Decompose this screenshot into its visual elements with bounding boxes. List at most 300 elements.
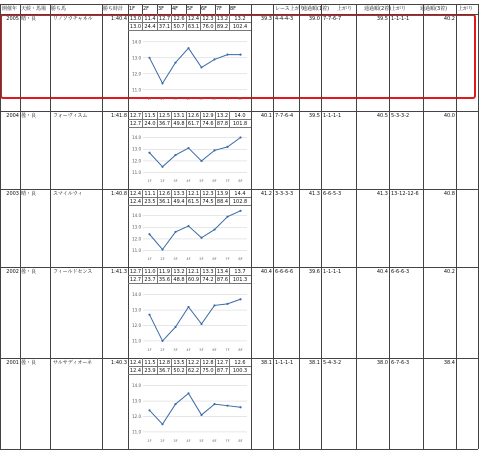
cumulative-time: 50.7 [173, 24, 185, 30]
lap-time: 12.7 [158, 16, 171, 22]
passing-order-3rd: 6-7-6-3 [391, 360, 410, 366]
y-tick-label: 11.0 [132, 429, 141, 435]
header-col-line [20, 4, 21, 14]
last-3f-1st: 39.0 [308, 16, 320, 22]
lap-time: 13.2 [216, 113, 229, 119]
x-tick-label: 2F [160, 439, 165, 443]
y-tick-label: 13.0 [132, 55, 141, 61]
cumulative-time: 76.0 [202, 24, 214, 30]
lap-point [200, 414, 202, 416]
row-col-line [299, 189, 300, 267]
x-tick-label: 1F [147, 439, 152, 443]
x-tick-label: 5F [199, 348, 204, 352]
lap-row-line [128, 366, 251, 367]
last-3f-3rd: 40.0 [443, 113, 455, 119]
lap-time: 13.7 [234, 269, 246, 275]
row-col-line [356, 267, 357, 358]
x-tick-label: 5F [199, 257, 204, 261]
cumulative-time: 12.4 [129, 368, 142, 374]
passing-order-2nd: 6-6-5-3 [323, 191, 342, 197]
passing-order-2nd: 5-4-3-2 [323, 360, 342, 366]
lap-point [226, 54, 228, 56]
lap-point [148, 57, 150, 59]
header-col-line [200, 4, 201, 14]
row-col-line [299, 111, 300, 189]
last-3f-2nd: 39.5 [376, 16, 388, 22]
passing-order-1st: 7-7-6-4 [275, 113, 294, 119]
passing-order-1st: 4-4-4-3 [275, 16, 294, 22]
y-tick-label: 12.0 [132, 236, 141, 242]
lap-col-line [215, 267, 216, 283]
cumulative-time: 24.4 [144, 24, 156, 30]
row-col-line [251, 14, 252, 111]
race-last-3f: 38.1 [260, 360, 272, 366]
row-col-line [321, 14, 322, 111]
lap-time: 13.0 [129, 16, 142, 22]
row-col-line [456, 267, 457, 358]
lap-point [161, 423, 163, 425]
lap-row-line [128, 197, 251, 198]
row-col-line [0, 111, 1, 189]
lap-point [187, 306, 189, 308]
last-3f-3rd: 40.8 [443, 191, 455, 197]
lap-time: 13.2 [216, 16, 229, 22]
lap-row-line [128, 22, 251, 23]
lap-col-line [186, 189, 187, 205]
row-divider [0, 189, 478, 190]
lap-point [226, 405, 228, 407]
row-col-line [456, 14, 457, 111]
x-tick-label: 3F [173, 348, 178, 352]
passing-order-1st: 1-1-1-1 [275, 360, 294, 366]
lap-point [200, 66, 202, 68]
row-col-line [50, 14, 51, 111]
cumulative-time: 74.6 [202, 121, 214, 127]
header-cell: 勝ち馬 [51, 6, 67, 12]
last-3f-2nd: 40.4 [376, 269, 388, 275]
lap-chart [129, 286, 251, 354]
row-col-line [273, 189, 274, 267]
lap-time: 12.3 [202, 16, 214, 22]
cumulative-time: 24.0 [144, 121, 156, 127]
row-col-line [321, 267, 322, 358]
year-cell: 2005 [6, 16, 19, 22]
row-col-line [423, 111, 424, 189]
condition-cell: 晴・良 [21, 191, 37, 197]
x-tick-label: 5F [199, 439, 204, 443]
row-col-line [273, 358, 274, 449]
cumulative-time: 61.7 [187, 121, 200, 127]
lap-time: 11.9 [158, 269, 171, 275]
row-col-line [50, 358, 51, 449]
cumulative-time: 87.6 [216, 277, 229, 283]
row-col-line [356, 14, 357, 111]
last-3f-2nd: 38.0 [376, 360, 388, 366]
header-cell: レース上がり [275, 6, 305, 12]
row-col-line [273, 267, 274, 358]
lap-point [161, 166, 163, 168]
row-col-line [389, 267, 390, 358]
cumulative-time: 49.8 [173, 121, 185, 127]
lap-point [239, 54, 241, 56]
cumulative-time: 23.5 [144, 199, 156, 205]
year-cell: 2001 [6, 360, 19, 366]
x-tick-label: 8F [238, 179, 243, 183]
lap-col-line [200, 111, 201, 127]
row-col-line [478, 111, 479, 189]
cumulative-time: 50.2 [173, 368, 185, 374]
frame-top [0, 4, 478, 5]
lap-point [226, 146, 228, 148]
lap-point [174, 326, 176, 328]
lap-col-line [142, 14, 143, 30]
passing-order-3rd: 1-1-1-1 [391, 16, 410, 22]
cumulative-time: 74.2 [202, 277, 214, 283]
row-col-line [50, 189, 51, 267]
row-divider [0, 449, 478, 450]
condition-cell: 晴・良 [21, 16, 37, 22]
cumulative-time: 100.3 [232, 368, 248, 374]
row-col-line [389, 189, 390, 267]
time-cell: 1:40.8 [111, 191, 127, 197]
lap-point [200, 237, 202, 239]
header-col-line [215, 4, 216, 14]
x-tick-label: 1F [147, 179, 152, 183]
lap-col-line [142, 267, 143, 283]
row-col-line [456, 111, 457, 189]
y-tick-label: 13.0 [132, 146, 141, 152]
last-3f-3rd: 40.2 [443, 16, 455, 22]
header-col-line [478, 4, 479, 14]
lap-col-line [186, 358, 187, 374]
lap-point [200, 160, 202, 162]
x-tick-label: 8F [238, 348, 243, 352]
header-cell: 上がり [337, 6, 353, 12]
lap-point [174, 403, 176, 405]
passing-order-2nd: 1-1-1-1 [323, 269, 342, 275]
lap-series-line [150, 393, 241, 424]
lap-time: 12.8 [158, 360, 171, 366]
lap-point [161, 340, 163, 342]
lap-col-line [171, 358, 172, 374]
x-tick-label: 4F [186, 179, 191, 183]
row-col-line [321, 189, 322, 267]
x-tick-label: 1F [147, 348, 152, 352]
lap-time: 12.6 [173, 16, 185, 22]
header-cell: 通過順(3着) [420, 6, 448, 12]
x-tick-label: 8F [238, 257, 243, 261]
row-col-line [299, 14, 300, 111]
y-tick-label: 12.0 [132, 413, 141, 419]
lap-time: 14.4 [234, 191, 246, 197]
lap-time: 12.9 [202, 113, 214, 119]
lap-point [187, 392, 189, 394]
x-tick-label: 3F [173, 439, 178, 443]
row-col-line [478, 358, 479, 449]
x-tick-label: 2F [160, 257, 165, 261]
header-col-line [186, 4, 187, 14]
lap-col-line [186, 14, 187, 30]
row-col-line [273, 14, 274, 111]
row-col-line [20, 111, 21, 189]
x-tick-label: 3F [173, 257, 178, 261]
row-col-line [50, 267, 51, 358]
lap-time: 12.6 [234, 360, 246, 366]
lap-series-line [150, 299, 241, 341]
lap-row-line [128, 119, 251, 120]
x-tick-label: 1F [147, 257, 152, 261]
time-cell: 1:40.3 [111, 360, 127, 366]
row-col-line [456, 189, 457, 267]
year-cell: 2003 [6, 191, 19, 197]
row-col-line [20, 358, 21, 449]
lap-col-line [171, 111, 172, 127]
cumulative-time: 60.9 [187, 277, 200, 283]
x-tick-label: 4F [186, 348, 191, 352]
condition-cell: 曇・良 [21, 269, 37, 275]
cumulative-time: 89.2 [216, 24, 229, 30]
lap-point [161, 82, 163, 84]
row-col-line [389, 111, 390, 189]
lap-time: 12.4 [129, 191, 142, 197]
cumulative-time: 12.7 [129, 277, 142, 283]
header-cell: 開催年 [2, 6, 18, 12]
lap-col-line [200, 358, 201, 374]
lap-col-line [215, 111, 216, 127]
winner-cell: フィールドセンス [53, 269, 93, 275]
passing-order-2nd: 7-7-6-7 [323, 16, 342, 22]
row-col-line [299, 267, 300, 358]
lap-time: 11.0 [144, 269, 156, 275]
row-divider [0, 358, 478, 359]
header-cell: 通過順(2着) [364, 6, 392, 12]
row-col-line [478, 189, 479, 267]
header-divider [0, 14, 478, 15]
lap-time: 14.0 [234, 113, 246, 119]
lap-time: 12.2 [187, 360, 200, 366]
lap-time: 13.3 [202, 269, 214, 275]
last-3f-1st: 38.1 [308, 360, 320, 366]
row-divider [0, 267, 478, 268]
condition-cell: 曇・良 [21, 113, 37, 119]
header-col-line [229, 4, 230, 14]
last-3f-2nd: 40.5 [376, 113, 388, 119]
last-3f-3rd: 38.4 [443, 360, 455, 366]
winner-cell: フォーヴィスム [53, 113, 88, 119]
passing-order-1st: 3-3-3-3 [275, 191, 294, 197]
lap-col-line [157, 111, 158, 127]
cumulative-time: 87.7 [216, 368, 229, 374]
cumulative-time: 87.8 [216, 121, 229, 127]
row-col-line [389, 358, 390, 449]
lap-point [174, 154, 176, 156]
x-tick-label: 2F [160, 97, 165, 101]
lap-col-line [229, 111, 230, 127]
lap-time: 12.6 [187, 113, 200, 119]
y-tick-label: 11.0 [132, 338, 141, 344]
lap-point [174, 231, 176, 233]
row-col-line [102, 358, 103, 449]
y-tick-label: 14.0 [132, 135, 141, 141]
race-last-3f: 41.2 [260, 191, 272, 197]
lap-time: 13.1 [173, 113, 185, 119]
y-tick-label: 12.0 [132, 158, 141, 164]
row-col-line [356, 358, 357, 449]
lap-time: 12.7 [129, 269, 142, 275]
lap-time: 12.7 [216, 360, 229, 366]
x-tick-label: 3F [173, 179, 178, 183]
cumulative-time: 36.7 [158, 121, 171, 127]
row-col-line [20, 267, 21, 358]
row-col-line [273, 111, 274, 189]
row-col-line [251, 358, 252, 449]
header-cell: 勝ち時計 [103, 6, 124, 12]
lap-time: 11.5 [144, 113, 156, 119]
header-col-line [273, 4, 274, 14]
x-tick-label: 4F [186, 257, 191, 261]
cumulative-time: 75.0 [202, 368, 214, 374]
lap-point [213, 403, 215, 405]
lap-series-line [150, 138, 241, 167]
last-3f-3rd: 40.2 [443, 269, 455, 275]
x-tick-label: 6F [212, 257, 217, 261]
lap-col-line [200, 267, 201, 283]
header-cell: 天候・馬場 [21, 6, 47, 12]
x-tick-label: 8F [238, 97, 243, 101]
x-tick-label: 2F [160, 348, 165, 352]
cum-row-line [128, 205, 251, 206]
x-tick-label: 6F [212, 97, 217, 101]
lap-col-line [200, 189, 201, 205]
header-col-line [142, 4, 143, 14]
cumulative-time: 101.8 [232, 121, 248, 127]
row-col-line [102, 111, 103, 189]
cumulative-time: 13.0 [129, 24, 142, 30]
row-col-line [423, 358, 424, 449]
y-tick-label: 11.0 [132, 87, 141, 93]
header-col-line [423, 4, 424, 14]
lap-col-line [186, 267, 187, 283]
cumulative-time: 48.8 [173, 277, 185, 283]
row-col-line [102, 189, 103, 267]
row-col-line [423, 14, 424, 111]
lap-col-line [171, 267, 172, 283]
lap-chart [129, 33, 251, 103]
row-col-line [321, 111, 322, 189]
cumulative-time: 35.6 [158, 277, 171, 283]
cum-row-line [128, 283, 251, 284]
lap-row-line [128, 275, 251, 276]
row-col-line [251, 267, 252, 358]
lap-point [200, 323, 202, 325]
cumulative-time: 62.2 [187, 368, 200, 374]
y-tick-label: 14.0 [132, 213, 141, 219]
lap-point [213, 58, 215, 60]
lap-point [148, 314, 150, 316]
header-col-line [102, 4, 103, 14]
y-tick-label: 13.0 [132, 398, 141, 404]
race-last-3f: 40.4 [260, 269, 272, 275]
row-col-line [251, 111, 252, 189]
lap-time: 12.4 [129, 360, 142, 366]
lap-time: 13.2 [173, 269, 185, 275]
lap-point [213, 228, 215, 230]
x-tick-label: 8F [238, 439, 243, 443]
row-col-line [423, 189, 424, 267]
lap-time: 13.2 [234, 16, 246, 22]
lap-time: 12.5 [158, 113, 171, 119]
lap-chart [129, 208, 251, 263]
x-tick-label: 7F [225, 179, 230, 183]
lap-time: 13.4 [216, 269, 229, 275]
header-col-line [321, 4, 322, 14]
header-col-line [171, 4, 172, 14]
row-col-line [0, 267, 1, 358]
lap-point [226, 216, 228, 218]
lap-point [239, 406, 241, 408]
lap-point [148, 152, 150, 154]
lap-time: 11.1 [144, 191, 156, 197]
winner-cell: サルサディオーネ [53, 360, 93, 366]
cum-row-line [128, 30, 251, 31]
cumulative-time: 101.3 [232, 277, 248, 283]
header-cell: 8F [230, 6, 237, 12]
lap-point [187, 47, 189, 49]
y-tick-label: 14.0 [132, 383, 141, 389]
cumulative-time: 63.1 [187, 24, 200, 30]
header-cell: 3F [158, 6, 165, 12]
header-cell: 1F [129, 6, 136, 12]
time-cell: 1:41.8 [111, 113, 127, 119]
x-tick-label: 6F [212, 348, 217, 352]
passing-order-3rd: 6-6-6-3 [391, 269, 410, 275]
lap-time: 13.3 [173, 191, 185, 197]
lap-time: 11.4 [144, 16, 156, 22]
cumulative-time: 36.1 [158, 199, 171, 205]
row-col-line [102, 267, 103, 358]
lap-col-line [142, 358, 143, 374]
lap-col-line [229, 267, 230, 283]
header-col-line [0, 4, 1, 14]
header-cell: 上がり [458, 6, 474, 12]
lap-point [213, 304, 215, 306]
x-tick-label: 4F [186, 439, 191, 443]
lap-col-line [215, 358, 216, 374]
y-tick-label: 11.0 [132, 248, 141, 254]
row-col-line [20, 189, 21, 267]
row-col-line [456, 358, 457, 449]
cum-row-line [128, 374, 251, 375]
lap-col-line [229, 14, 230, 30]
winner-cell: スマイルウィ [53, 191, 83, 197]
lap-col-line [215, 189, 216, 205]
lap-col-line [142, 189, 143, 205]
x-tick-label: 3F [173, 97, 178, 101]
header-col-line [128, 4, 129, 14]
header-col-line [50, 4, 51, 14]
row-col-line [478, 14, 479, 111]
race-last-3f: 40.1 [260, 113, 272, 119]
passing-order-2nd: 1-1-1-1 [323, 113, 342, 119]
cumulative-time: 23.7 [144, 277, 156, 283]
row-col-line [299, 358, 300, 449]
cumulative-time: 12.7 [129, 121, 142, 127]
x-tick-label: 5F [199, 97, 204, 101]
lap-time: 12.1 [187, 269, 200, 275]
lap-series-line [150, 48, 241, 83]
lap-point [148, 409, 150, 411]
header-cell: 7F [216, 6, 223, 12]
